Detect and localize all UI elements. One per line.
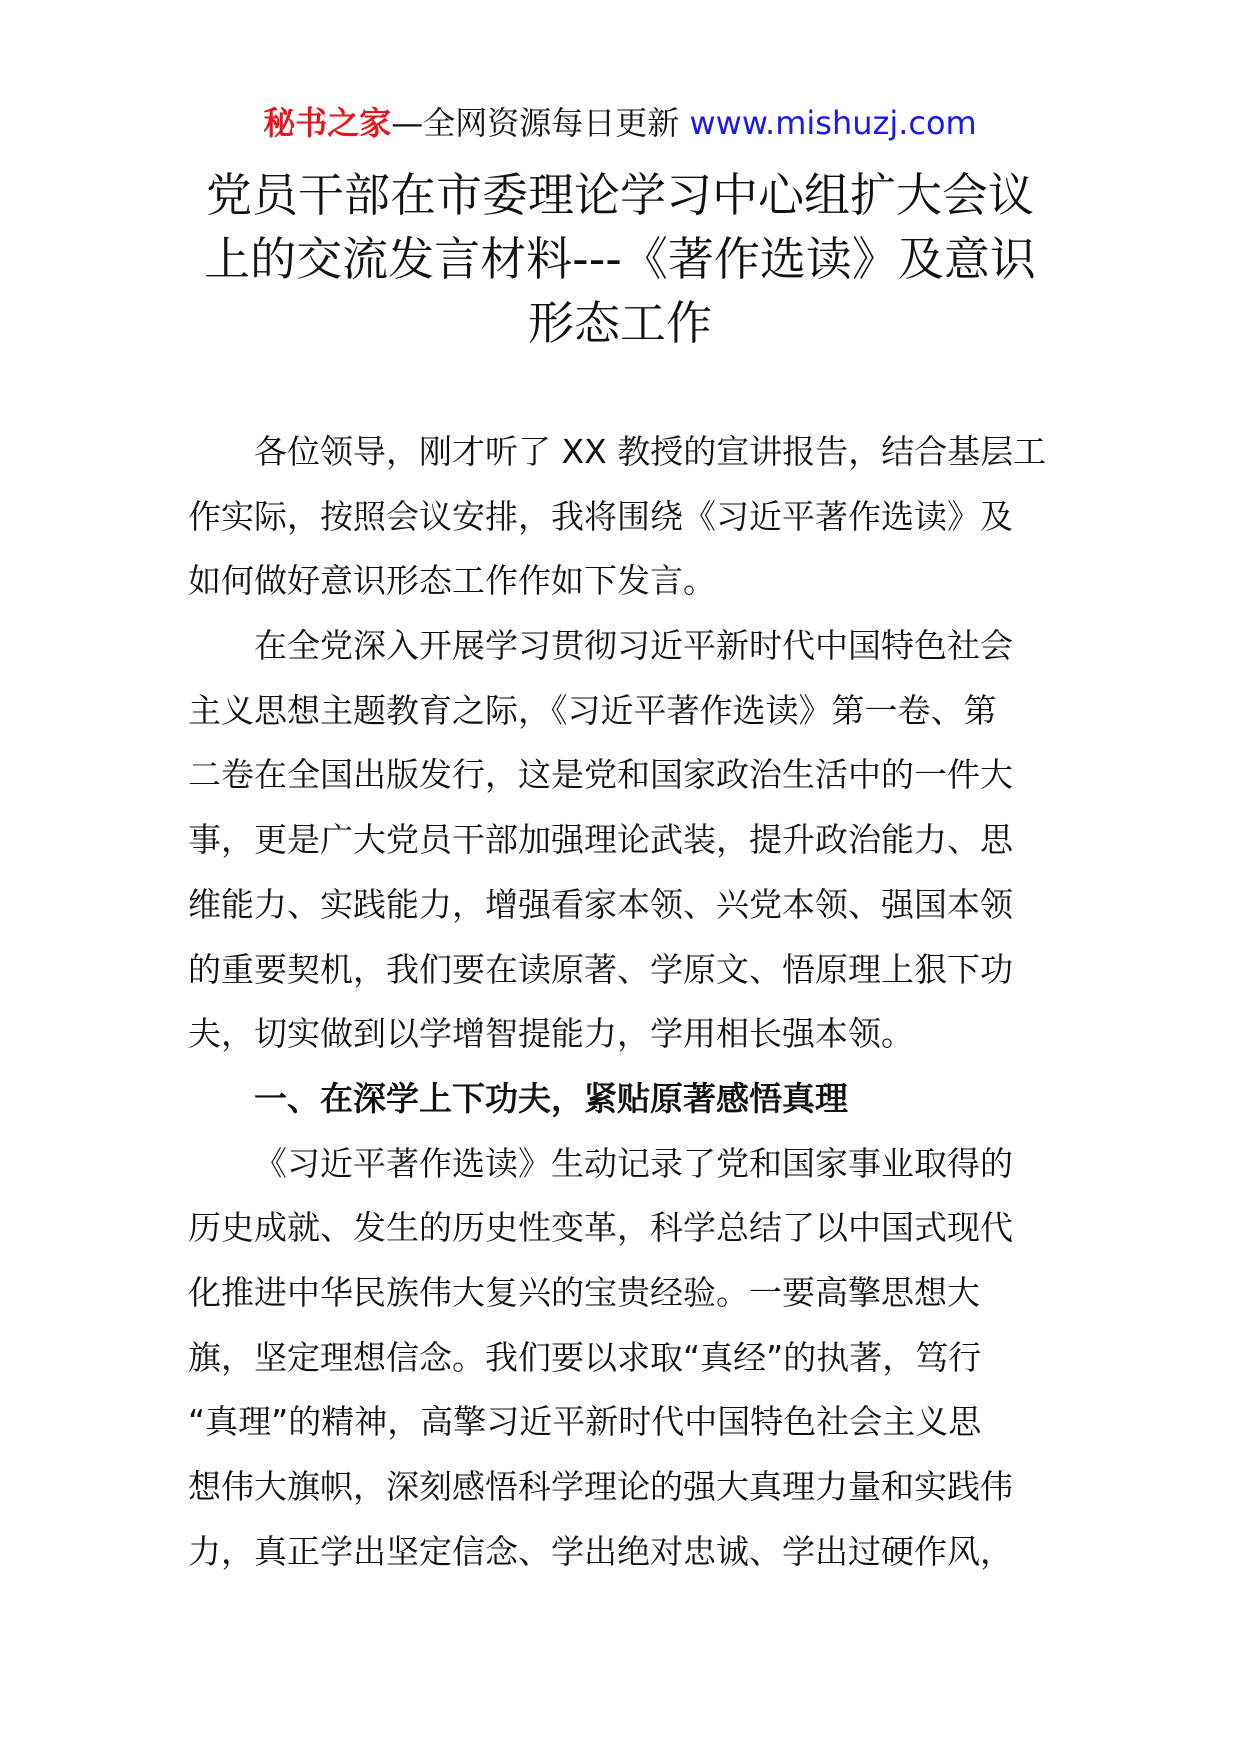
paragraph-line: 的重要契机，我们要在读原著、学原文、悟原理上狠下功 [188, 949, 1013, 989]
paragraph-line: 想伟大旗帜，深刻感悟科学理论的强大真理力量和实践伟 [188, 1467, 1013, 1506]
paragraph-line: 历史成就、发生的历史性变革，科学总结了以中国式现代 [188, 1208, 1013, 1248]
brand-name: 秘书之家 [263, 104, 392, 142]
section-heading: 一、在深学上下功夫，紧贴原著感悟真理 [254, 1078, 848, 1118]
paragraph-line: “真理”的精神，高擎习近平新时代中国特色社会主义思 [188, 1402, 982, 1442]
site-url-link[interactable]: www.mishuzj.com [689, 104, 977, 142]
paragraph-line: 二卷在全国出版发行，这是党和国家政治生活中的一件大 [188, 755, 1013, 795]
paragraph-line: 旗，坚定理想信念。我们要以求取“真经”的执著，笃行 [188, 1337, 982, 1377]
paragraph-line: 各位领导，刚才听了 XX 教授的宣讲报告，结合基层工 [254, 432, 1047, 471]
title-line: 形态工作 [528, 296, 712, 350]
paragraph-line: 力，真正学出坚定信念、学出绝对忠诚、学出过硬作风， [188, 1531, 1013, 1571]
title-line: 上的交流发言材料---《著作选读》及意识 [204, 232, 1036, 286]
paragraph-line: 维能力、实践能力，增强看家本领、兴党本领、强国本领 [188, 884, 1013, 924]
header-tagline: —全网资源每日更新 [391, 104, 690, 142]
paragraph-line: 作实际，按照会议安排，我将围绕《习近平著作选读》及 [188, 496, 1013, 536]
document-body [188, 420, 1054, 1584]
paragraph-line: 如何做好意识形态工作作如下发言。 [188, 561, 716, 601]
header-banner [0, 98, 1240, 148]
paragraph-line: 事，更是广大党员干部加强理论武装，提升政治能力、思 [188, 820, 1013, 860]
document-title [180, 163, 1060, 355]
title-line: 党员干部在市委理论学习中心组扩大会议 [206, 168, 1034, 222]
paragraph-line: 《习近平著作选读》生动记录了党和国家事业取得的 [254, 1143, 1013, 1183]
paragraph-line: 主义思想主题教育之际，《习近平著作选读》第一卷、第 [188, 690, 997, 730]
paragraph-line: 在全党深入开展学习贯彻习近平新时代中国特色社会 [254, 626, 1013, 666]
paragraph-line: 化推进中华民族伟大复兴的宝贵经验。一要高擎思想大 [188, 1272, 980, 1312]
paragraph-line: 夫，切实做到以学增智提能力，学用相长强本领。 [188, 1014, 914, 1054]
